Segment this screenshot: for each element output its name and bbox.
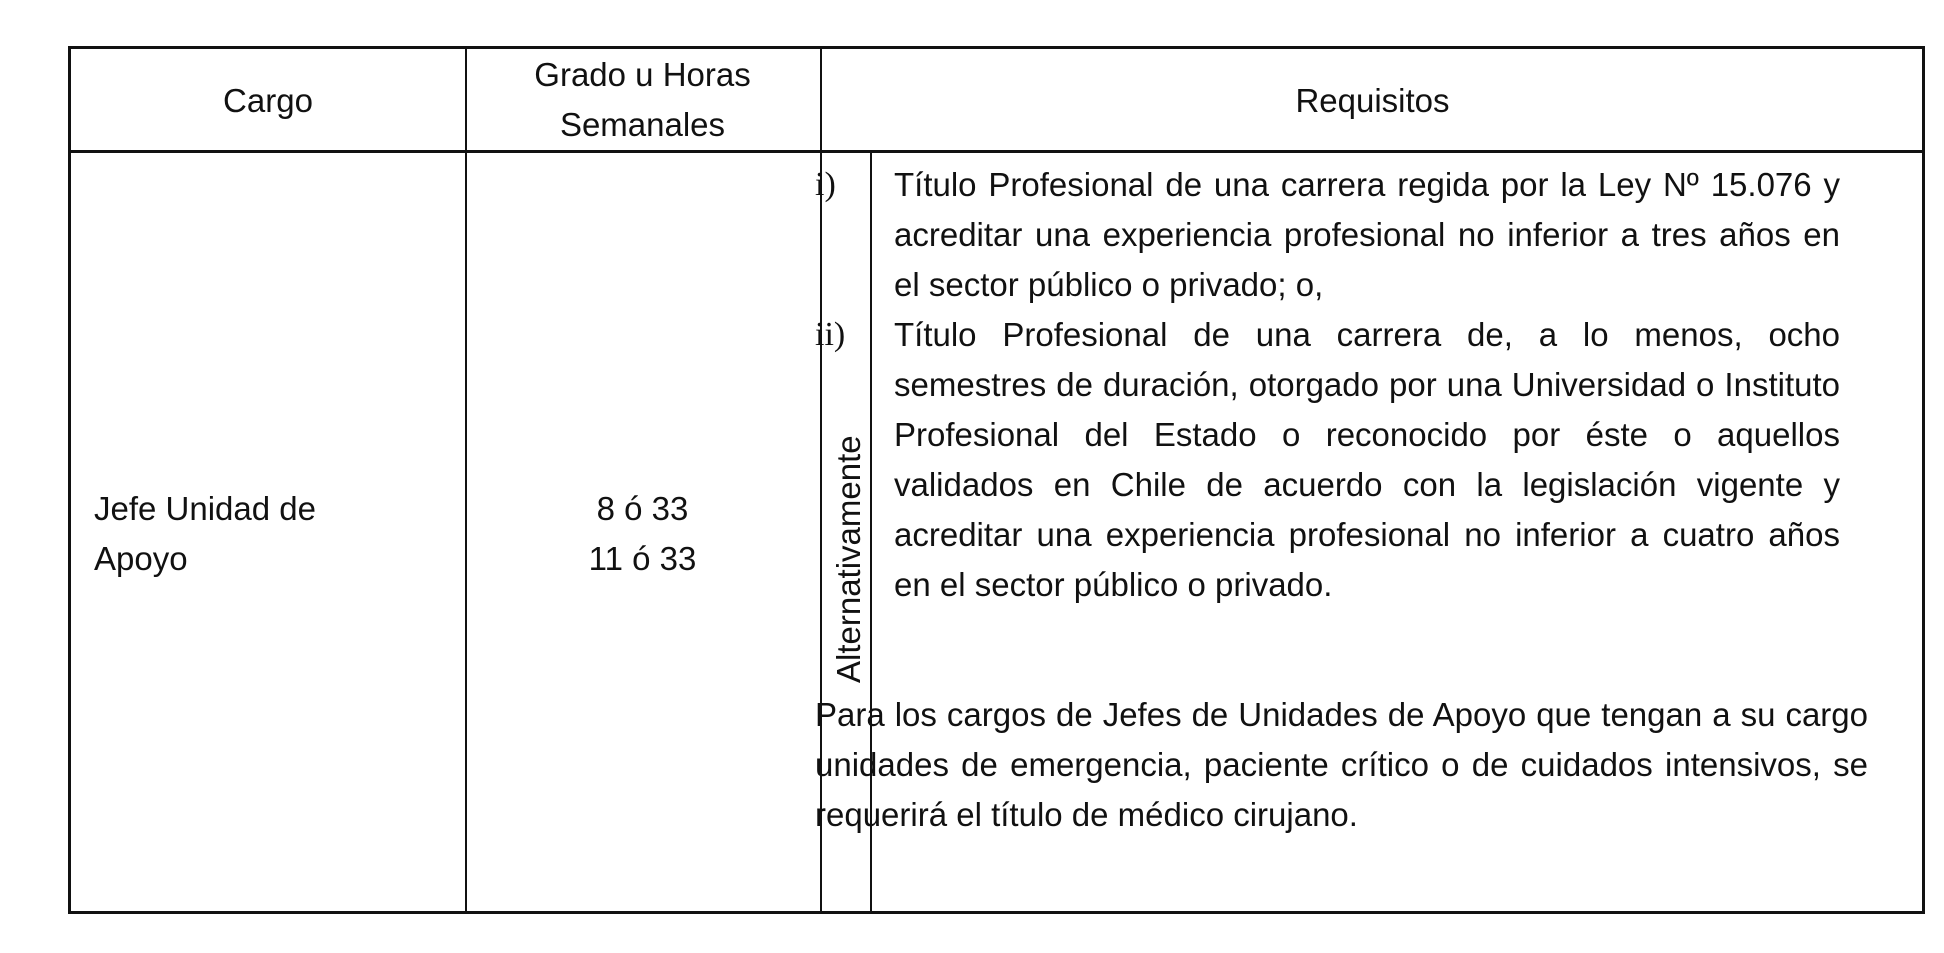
requirement-marker-ii: ii)	[815, 316, 846, 353]
header-grado-line1: Grado u Horas	[534, 56, 751, 93]
requirements-note: Para los cargos de Jefes de Unidades de Apoyo que tengan a su cargo unidades de emergencia, paciente crítico o de cuidados intensivos, se requerirá el título de médico cirujano.	[815, 696, 1868, 833]
grado-line1: 8 ó 33	[596, 490, 689, 527]
requirement-text-i: Título Profesional de una carrera regida por la Ley Nº 15.076 y acreditar una experiencia profesional no inferior a tres años en el sector público o privado; o,	[894, 166, 1840, 303]
requirements-list	[815, 160, 1840, 610]
header-divider	[71, 150, 1922, 153]
requirement-item-ii	[815, 310, 1840, 610]
requirement-item-i	[815, 160, 1840, 310]
side-label-alternativamente: Alternativamente	[830, 435, 867, 683]
cargo-cell	[94, 484, 454, 584]
header-requisitos	[820, 76, 1925, 126]
header-cargo	[71, 76, 465, 126]
column-divider-cargo	[465, 49, 467, 911]
header-grado-line2: Semanales	[559, 106, 726, 143]
grado-line2: 11 ó 33	[588, 540, 697, 577]
cargo-line2: Apoyo	[94, 540, 188, 577]
header-requisitos-label: Requisitos	[1295, 82, 1450, 119]
grado-cell	[465, 484, 820, 584]
header-grado	[465, 50, 820, 150]
cargo-line1: Jefe Unidad de	[94, 490, 316, 527]
requirement-marker-i: i)	[815, 166, 836, 203]
header-cargo-label: Cargo	[223, 82, 313, 119]
requirement-text-ii: Título Profesional de una carrera de, a lo menos, ocho semestres de duración, otorgado por una Universidad o Instituto Profesional del Estado o reconocido por éste o aquellos validados en Chile de acuerdo con la legislación vigente y acreditar una experiencia profesional no inferior a cuatro años en el sector público o privado.	[894, 316, 1840, 603]
